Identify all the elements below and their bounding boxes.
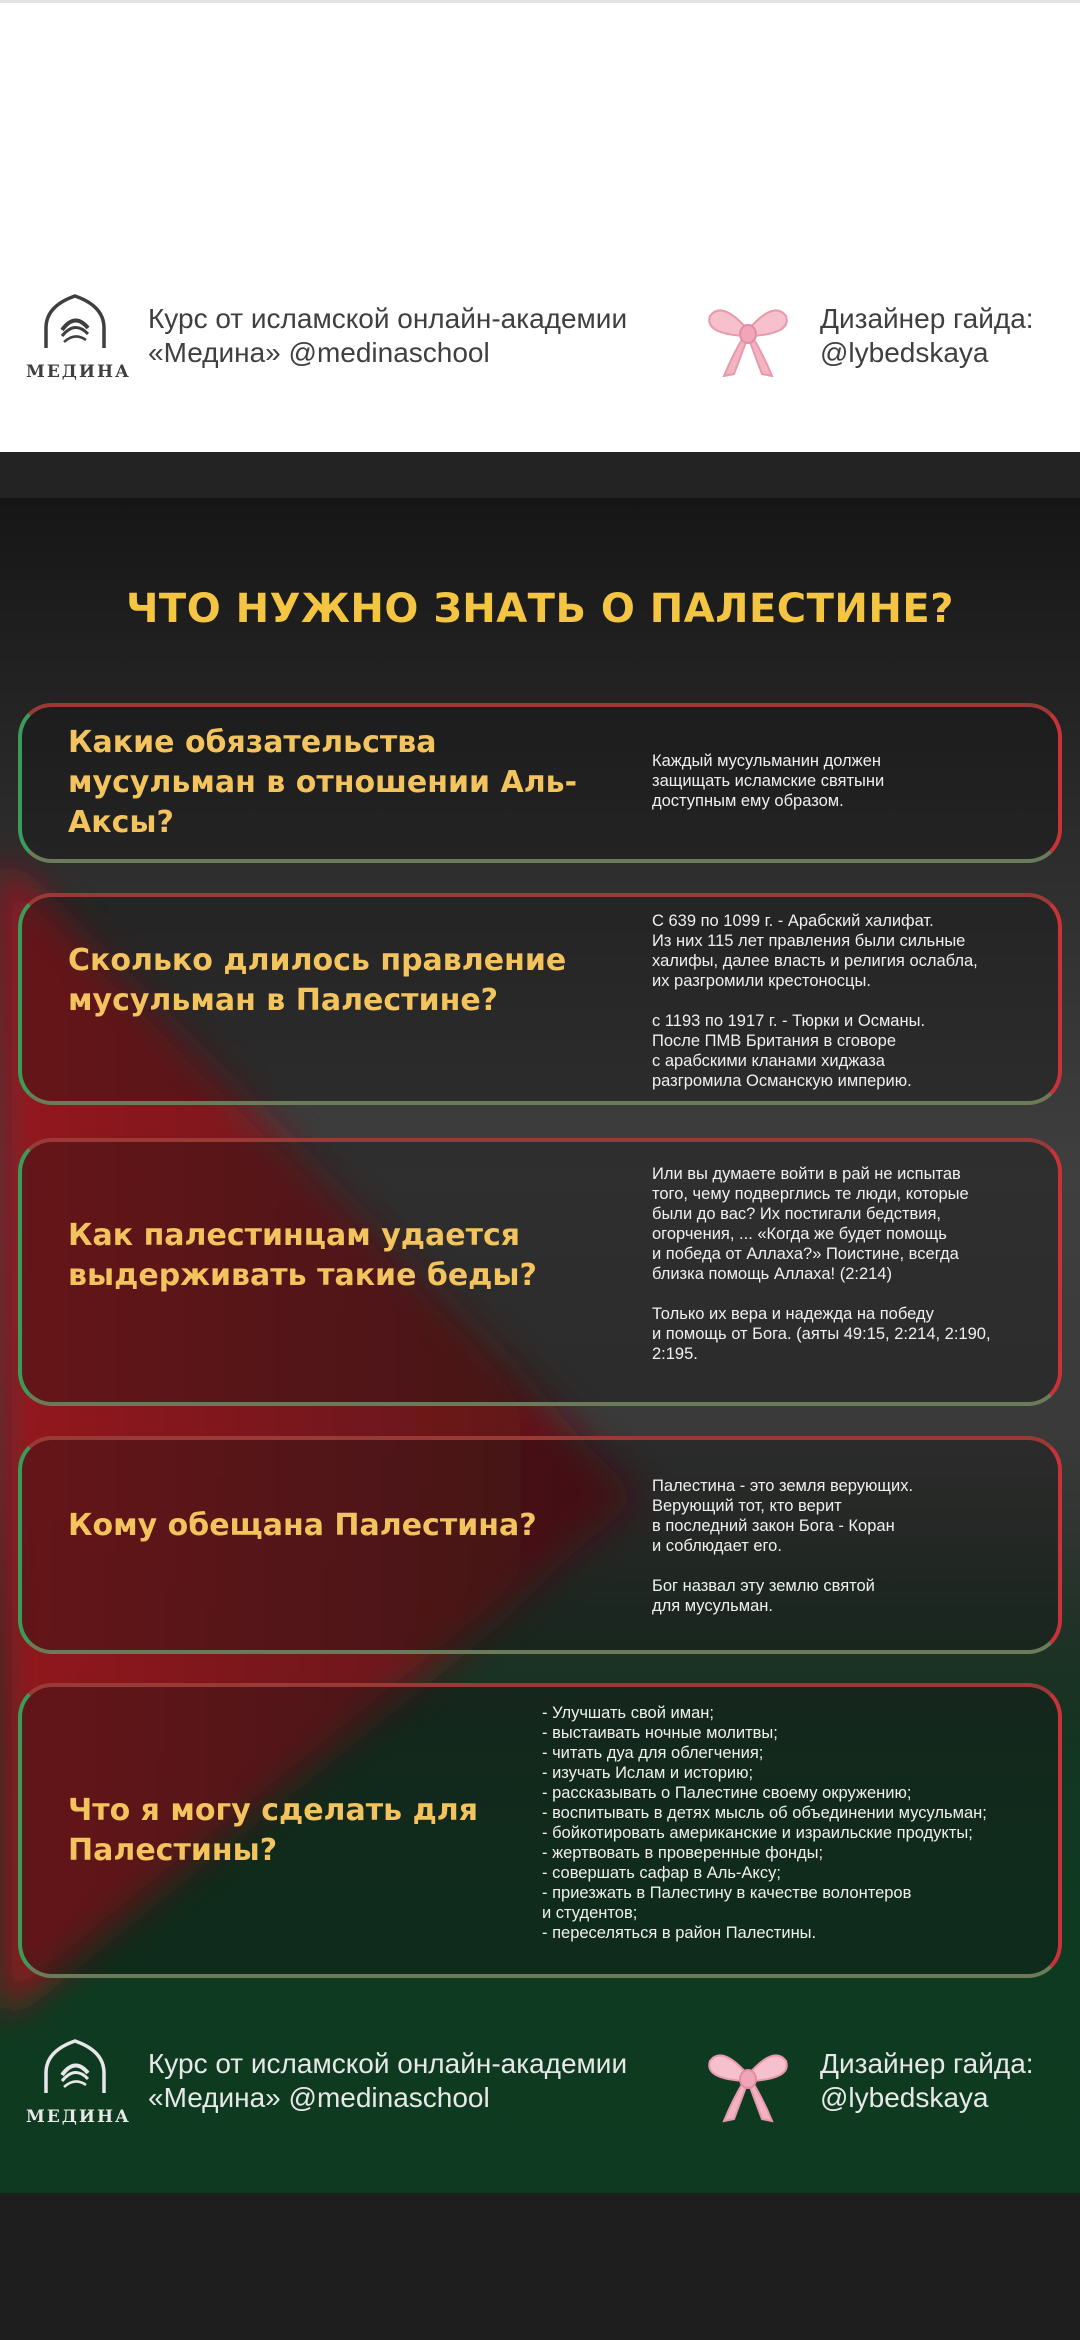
answer-text: Или вы думаете войти в рай не испытав того, чему подверглись те люди, которые были до вас? Их постигали бедствия, огорчения, ... «Когда же будет помощь и победа от Аллаха?» Поистине, всегда близка помощь Аллаха! (2:214) Только их вера и надежда на победу и помощь от Бога. (аяты 49:15, 2:214, 2:190, 2:195. [652,1165,991,1363]
brand-row-top [0,290,1080,400]
qa-card-what-can-i-do [18,1683,1062,1978]
designer-credit [820,2047,1070,2115]
course-line-1: Курс от исламской онлайн-академии [148,2048,628,2079]
course-line-1: Курс от исламской онлайн-академии [148,303,628,334]
designer-line-2: @lybedskaya [820,2082,989,2113]
poster-title: ЧТО НУЖНО ЗНАТЬ О ПАЛЕСТИНЕ? [126,586,954,632]
mosque-dome-icon [40,290,110,360]
mosque-dome-icon [40,2035,110,2105]
qa-card-rule-duration [18,893,1062,1105]
medina-logo [26,2035,131,2145]
designer-line-1: Дизайнер гайда: [820,303,1034,334]
question-text: Сколько длилось правление мусульман в Палестине? [68,943,567,1018]
brand-row-bottom [0,2035,1080,2145]
question-text: Кому обещана Палестина? [68,1508,537,1543]
logo-wordmark: МЕДИНА [26,362,131,382]
pink-bow-icon [702,290,794,382]
answer-text: - Улучшать свой иман; - выстаивать ночные молитвы; - читать дуа для облегчения; - изучать Ислам и историю; - рассказывать о Палестине своему окружению; - воспитывать в детях мысль об объединении мусульман; - бойкотировать американские и израильские продукты; - жертвовать в проверенные фонды; - совершать сафар в Аль-Аксу; - приезжать в Палестину в качестве волонтеров и студентов; - переселяться в район Палестины. [542,1704,987,1942]
divider-band [0,452,1080,498]
course-credit [148,2047,688,2115]
answer-text: Каждый мусульманин должен защищать исламские святыни доступным ему образом. [652,752,885,810]
logo-wordmark: МЕДИНА [26,2107,131,2127]
answer-text: С 639 по 1099 г. - Арабский халифат. Из них 115 лет правления были сильные халифы, далее власть и религия ослабла, их разгромили крестоносцы. с 1193 по 1917 г. - Тюрки и Османы. После ПМВ Британия в сговоре с арабскими кланами хиджаза разгромила Османскую империю. [652,912,978,1090]
designer-credit [820,302,1070,370]
answer-text: Палестина - это земля верующих. Верующий тот, кто верит в последний закон Бога - Коран и соблюдает его. Бог назвал эту землю святой для мусульман. [652,1477,914,1615]
designer-line-1: Дизайнер гайда: [820,2048,1034,2079]
designer-line-2: @lybedskaya [820,337,989,368]
qa-card-al-aqsa [18,703,1062,863]
course-line-2: «Медина» @medinaschool [148,337,490,368]
course-line-2: «Медина» @medinaschool [148,2082,490,2113]
status-bar-line [0,0,1080,3]
question-text: Как палестинцам удается выдерживать такие беды? [68,1218,537,1293]
medina-logo [26,290,131,400]
qa-card-promised-land [18,1436,1062,1654]
pink-bow-icon [702,2035,794,2127]
question-text: Что я могу сделать для Палестины? [68,1793,479,1868]
course-credit [148,302,688,370]
palestine-poster [0,498,1080,2193]
bottom-strip [0,2193,1080,2340]
question-text: Какие обязательства мусульман в отношении Аль-Аксы? [68,725,578,840]
qa-card-endurance [18,1138,1062,1406]
